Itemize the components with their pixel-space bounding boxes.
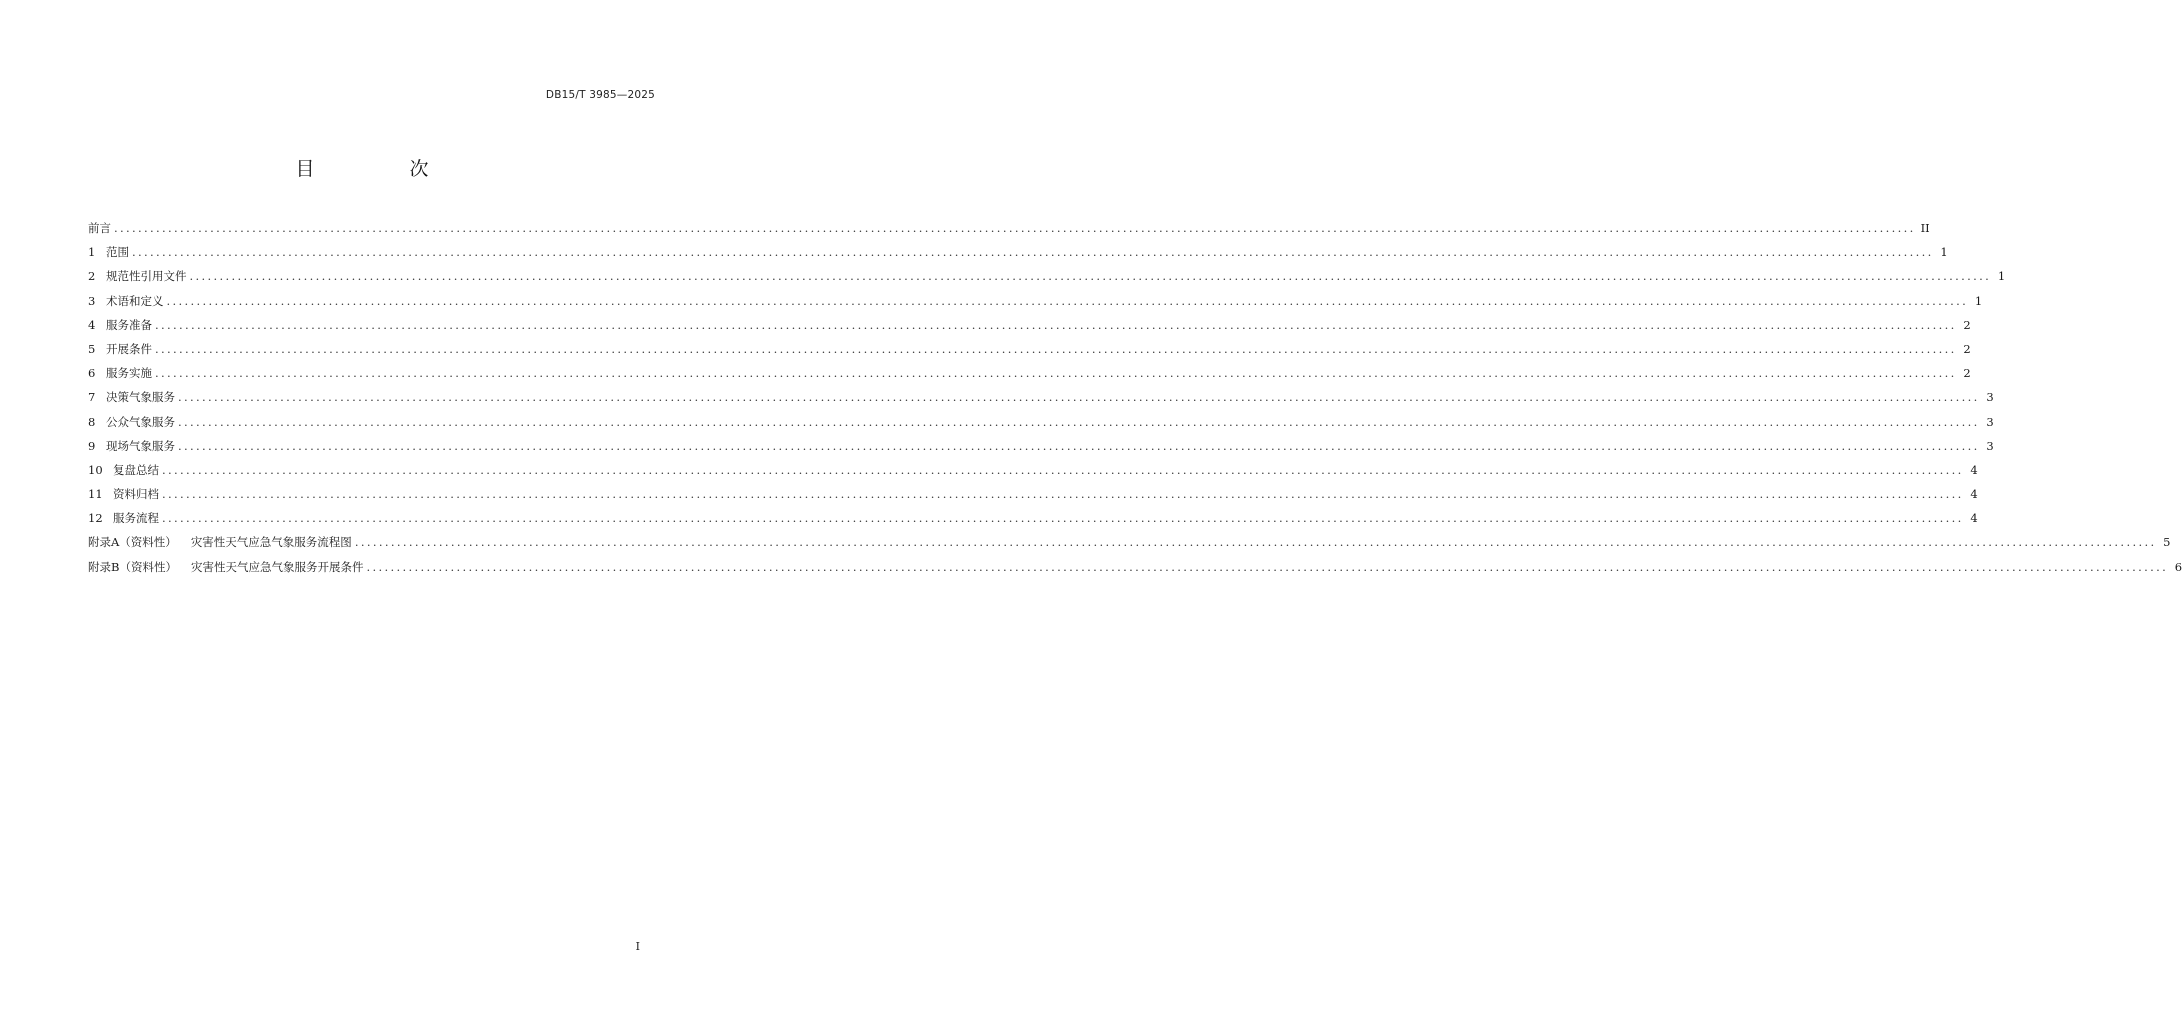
toc-dot-leader: ............................................................................................................................................................................................................................................................................................................ — [354, 535, 2157, 550]
toc-entry-page: 6 — [2174, 559, 2182, 574]
toc-entry-label — [88, 532, 352, 552]
toc-entry-3[interactable] — [88, 291, 1983, 315]
toc-entry-label: 决策气象服务 — [106, 390, 175, 405]
toc-dot-leader: ............................................................................................................................................................................................................................................................................................................ — [114, 221, 1916, 235]
appendix-prefix: 附录A（资料性） — [88, 535, 177, 550]
toc-entry-1[interactable] — [88, 242, 1948, 266]
toc-dot-leader: ............................................................................................................................................................................................................................................................................................................ — [178, 414, 1980, 429]
toc-entry-number: 8 — [88, 414, 96, 429]
toc-entry-page: 3 — [1986, 438, 1994, 453]
toc-entry-label: 范围 — [106, 245, 129, 260]
toc-entry-5[interactable] — [88, 339, 1971, 363]
toc-entry-page: 2 — [1963, 317, 1971, 332]
toc-dot-leader: ............................................................................................................................................................................................................................................................................................................ — [155, 341, 1957, 356]
toc-entry-page: 4 — [1970, 511, 1978, 526]
toc-entry-page: II — [1920, 221, 1930, 235]
toc-entry-page: 2 — [1963, 341, 1971, 356]
toc-dot-leader: ............................................................................................................................................................................................................................................................................................................ — [155, 317, 1957, 332]
toc-entry-number: 6 — [88, 366, 96, 381]
toc-entry-page: 1 — [1940, 245, 1948, 260]
toc-entry-label: 规范性引用文件 — [106, 269, 187, 284]
toc-entry-label: 术语和定义 — [106, 293, 164, 308]
toc-dot-leader: ............................................................................................................................................................................................................................................................................................................ — [162, 487, 1964, 502]
toc-entry-number: 10 — [88, 462, 103, 477]
toc-entry-number: 11 — [88, 487, 103, 502]
toc-entry-label: 前言 — [88, 221, 111, 235]
toc-entry-number: 12 — [88, 511, 103, 526]
appendix-title: 灾害性天气应急气象服务开展条件 — [190, 559, 364, 574]
page-title: 目 次 — [295, 158, 467, 180]
toc-dot-leader: ............................................................................................................................................................................................................................................................................................................ — [366, 559, 2169, 574]
toc-entry-page: 5 — [2163, 535, 2171, 550]
toc-entry-label: 复盘总结 — [113, 462, 159, 477]
toc-entry-2[interactable] — [88, 266, 2006, 290]
toc-entry-4[interactable] — [88, 315, 1971, 339]
toc-entry-7[interactable] — [88, 387, 1994, 411]
toc-dot-leader: ............................................................................................................................................................................................................................................................................................................ — [189, 269, 1992, 284]
toc-entry-label: 服务流程 — [113, 511, 159, 526]
toc-entry-label: 服务实施 — [106, 366, 152, 381]
toc-entry-foreword[interactable] — [88, 218, 1930, 242]
toc-entry-page: 3 — [1986, 390, 1994, 405]
page-number: I — [635, 940, 640, 953]
toc-dot-leader: ............................................................................................................................................................................................................................................................................................................ — [162, 462, 1964, 477]
toc-dot-leader: ............................................................................................................................................................................................................................................................................................................ — [178, 390, 1980, 405]
toc-dot-leader: ............................................................................................................................................................................................................................................................................................................ — [132, 245, 1934, 260]
toc-entry-page: 1 — [1974, 293, 1983, 308]
toc-entry-label — [88, 557, 363, 577]
toc-entry-appendix-a[interactable] — [88, 532, 2171, 556]
toc-entry-label: 现场气象服务 — [106, 438, 175, 453]
toc-entry-page: 4 — [1970, 462, 1978, 477]
toc-entry-9[interactable] — [88, 436, 1994, 460]
toc-entry-label: 服务准备 — [106, 317, 152, 332]
toc-entry-page: 2 — [1963, 366, 1971, 381]
toc-entry-page: 3 — [1986, 414, 1994, 429]
toc-entry-10[interactable] — [88, 460, 1978, 484]
toc-entry-label: 开展条件 — [106, 341, 152, 356]
toc-entry-number: 1 — [88, 245, 96, 260]
toc-dot-leader: ............................................................................................................................................................................................................................................................................................................ — [178, 438, 1980, 453]
appendix-title: 灾害性天气应急气象服务流程图 — [190, 535, 352, 550]
toc-dot-leader: ............................................................................................................................................................................................................................................................................................................ — [166, 293, 1969, 308]
toc-entry-12[interactable] — [88, 508, 1978, 532]
toc-entry-number: 5 — [88, 341, 96, 356]
toc-entry-label: 公众气象服务 — [106, 414, 175, 429]
toc-entry-page: 1 — [1997, 269, 2006, 284]
toc-entry-number: 9 — [88, 438, 96, 453]
toc-entry-number: 7 — [88, 390, 96, 405]
table-of-contents — [88, 218, 2182, 581]
toc-entry-6[interactable] — [88, 363, 1971, 387]
appendix-prefix: 附录B（资料性） — [88, 559, 177, 574]
toc-entry-appendix-b[interactable] — [88, 557, 2182, 581]
toc-dot-leader: ............................................................................................................................................................................................................................................................................................................ — [155, 366, 1957, 381]
toc-entry-number: 2 — [88, 269, 96, 284]
toc-entry-8[interactable] — [88, 412, 1994, 436]
toc-entry-number: 3 — [88, 293, 96, 308]
toc-entry-page: 4 — [1970, 487, 1978, 502]
toc-dot-leader: ............................................................................................................................................................................................................................................................................................................ — [162, 511, 1964, 526]
toc-entry-number: 4 — [88, 317, 96, 332]
toc-entry-11[interactable] — [88, 484, 1978, 508]
document-code: DB15/T 3985—2025 — [545, 89, 655, 101]
toc-entry-label: 资料归档 — [113, 487, 159, 502]
